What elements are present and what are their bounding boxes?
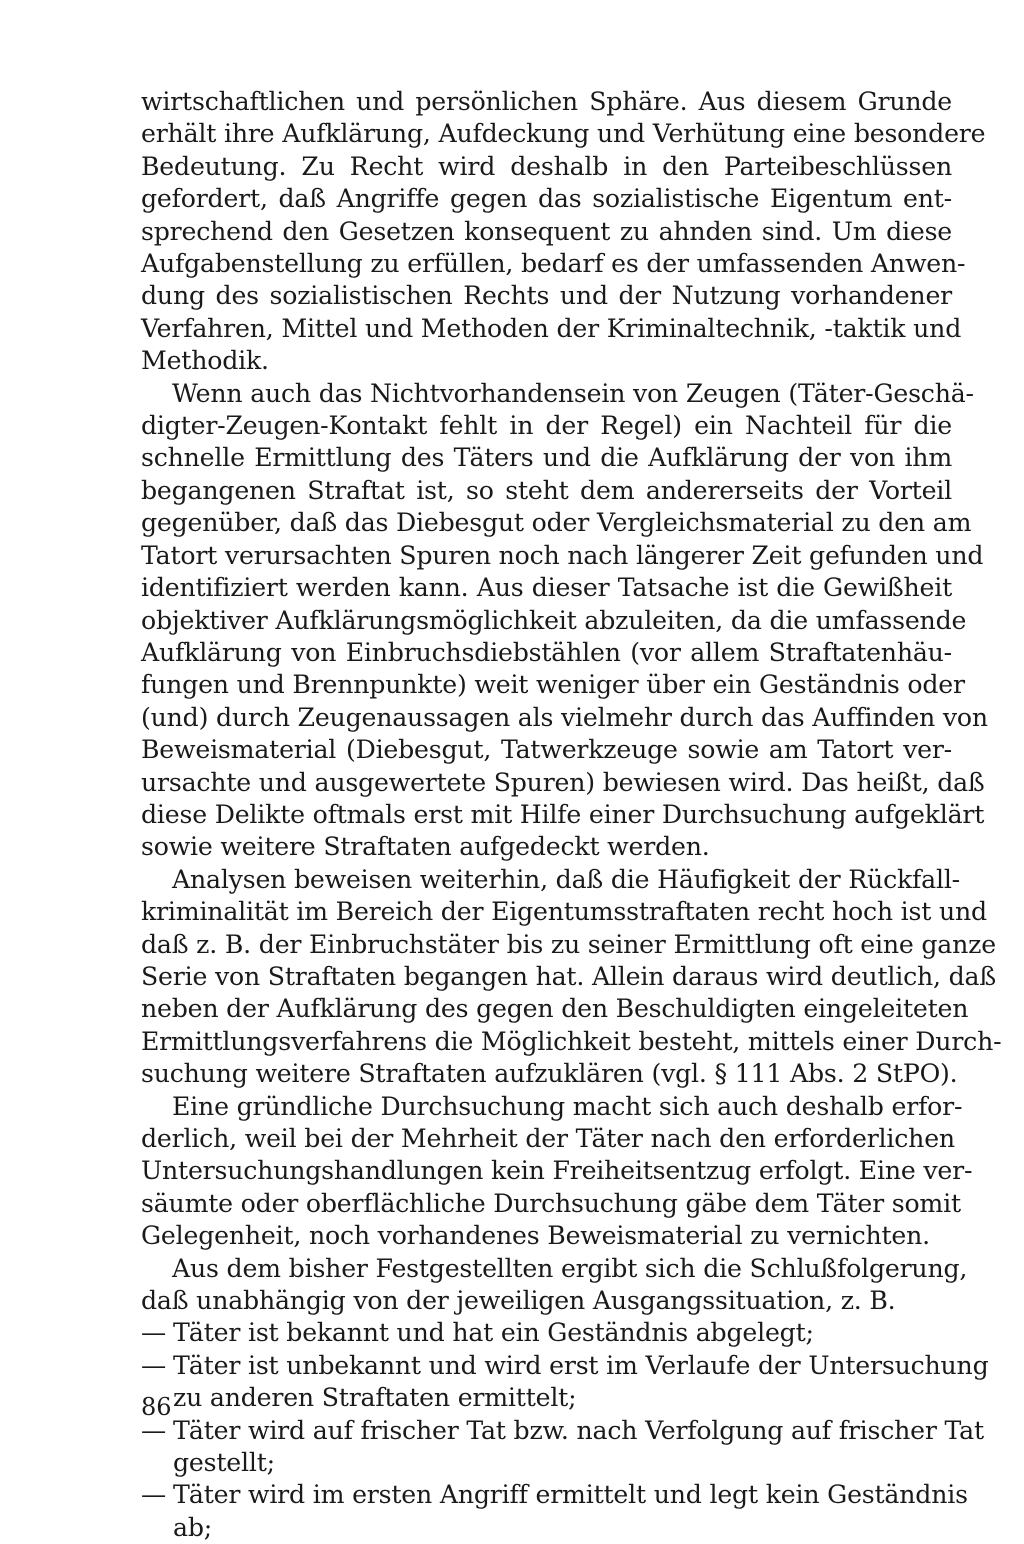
- text-line: Aufgabenstellung zu erfüllen, bedarf es der umfassenden Anwen-: [141, 249, 966, 279]
- text-line: dung des sozialistischen Rechts und der Nutzung vorhandener: [141, 281, 952, 311]
- dash-marker: —: [141, 1350, 166, 1380]
- text-line: (und) durch Zeugenaussagen als vielmehr durch das Auffinden von: [141, 702, 988, 732]
- text-line: Serie von Straftaten begangen hat. Allein daraus wird deutlich, daß: [141, 961, 996, 991]
- text-line: gefordert, daß Angriffe gegen das sozialistische Eigentum ent-: [141, 184, 952, 214]
- text-line: schnelle Ermittlung des Täters und die Aufklärung der von ihm: [141, 443, 952, 473]
- text-line: Analysen beweisen weiterhin, daß die Häufigkeit der Rückfall-: [172, 864, 960, 894]
- text-line: sprechend den Gesetzen konsequent zu ahnden sind. Um diese: [141, 216, 952, 246]
- text-line: Gelegenheit, noch vorhandenes Beweismaterial zu vernichten.: [141, 1221, 930, 1251]
- text-line: begangenen Straftat ist, so steht dem andererseits der Vorteil: [141, 475, 952, 505]
- list-item-text: ab;: [173, 1512, 213, 1542]
- text-line: daß z. B. der Einbruchstäter bis zu seiner Ermittlung oft eine ganze: [141, 929, 996, 959]
- list-item-text: gestellt;: [173, 1448, 275, 1478]
- page-number: 86: [141, 1393, 172, 1421]
- paragraph-3: [141, 864, 1002, 1091]
- text-line: Ermittlungsverfahrens die Möglichkeit besteht, mittels einer Durch-: [141, 1026, 1002, 1056]
- text-line: neben der Aufklärung des gegen den Beschuldigten eingeleiteten: [141, 994, 969, 1024]
- dash-marker: —: [141, 1480, 166, 1510]
- dash-list: [141, 1317, 989, 1544]
- text-line: Beweismaterial (Diebesgut, Tatwerkzeuge sowie am Tatort ver-: [141, 735, 952, 765]
- text-line: Aufklärung von Einbruchsdiebstählen (vor allem Straftatenhäu-: [141, 637, 952, 667]
- text-line: objektiver Aufklärungsmöglichkeit abzuleiten, da die umfassende: [141, 605, 967, 635]
- text-line: daß unabhängig von der jeweiligen Ausgangssituation, z. B.: [141, 1286, 896, 1316]
- paragraph-1: [141, 86, 986, 378]
- list-item: [141, 1350, 989, 1415]
- text-line: Bedeutung. Zu Recht wird deshalb in den Parteibeschlüssen: [141, 151, 952, 181]
- text-line: digter-Zeugen-Kontakt fehlt in der Regel) ein Nachteil für die: [141, 411, 952, 441]
- text-line: Untersuchungshandlungen kein Freiheitsentzug erfolgt. Eine ver-: [141, 1156, 973, 1186]
- list-item-text: Täter wird auf frischer Tat bzw. nach Verfolgung auf frischer Tat: [173, 1415, 984, 1445]
- list-item: [141, 1479, 968, 1544]
- body-text: [141, 86, 1002, 1544]
- paragraph-4: [141, 1091, 973, 1253]
- list-item-text: Täter ist unbekannt und wird erst im Verlaufe der Untersuchung: [173, 1350, 989, 1380]
- list-item: [141, 1317, 952, 1349]
- text-line: gegenüber, daß das Diebesgut oder Vergleichsmaterial zu den am: [141, 508, 972, 538]
- text-line: ursachte und ausgewertete Spuren) bewiesen wird. Das heißt, daß: [141, 767, 985, 797]
- text-line: diese Delikte oftmals erst mit Hilfe einer Durchsuchung aufgeklärt: [141, 799, 985, 829]
- text-line: Verfahren, Mittel und Methoden der Kriminaltechnik, -taktik und: [141, 313, 962, 343]
- list-item-text: Täter ist bekannt und hat ein Geständnis abgelegt;: [173, 1318, 814, 1348]
- text-line: sowie weitere Straftaten aufgedeckt werden.: [141, 832, 710, 862]
- text-line: derlich, weil bei der Mehrheit der Täter nach den erforderlichen: [141, 1124, 955, 1153]
- list-item-text: Täter wird im ersten Angriff ermittelt und legt kein Geständnis: [173, 1480, 968, 1510]
- list-item-text: zu anderen Straftaten ermittelt;: [173, 1383, 577, 1413]
- text-line: Eine gründliche Durchsuchung macht sich auch deshalb erfor-: [172, 1091, 963, 1121]
- text-line: Aus dem bisher Festgestellten ergibt sich die Schlußfolgerung,: [172, 1253, 968, 1283]
- text-line: Methodik.: [141, 346, 269, 376]
- dash-marker: —: [141, 1318, 166, 1348]
- text-line: identifiziert werden kann. Aus dieser Tatsache ist die Gewißheit: [141, 573, 952, 603]
- text-line: erhält ihre Aufklärung, Aufdeckung und Verhütung eine besondere: [141, 119, 986, 149]
- dash-marker: —: [141, 1415, 166, 1445]
- text-line: Tatort verursachten Spuren noch nach längerer Zeit gefunden und: [141, 540, 984, 570]
- paragraph-5: [141, 1253, 968, 1318]
- text-line: fungen und Brennpunkte) weit weniger über ein Geständnis oder: [141, 670, 965, 700]
- list-item: [141, 1415, 984, 1480]
- text-line: kriminalität im Bereich der Eigentumsstraftaten recht hoch ist und: [141, 897, 987, 927]
- text-line: suchung weitere Straftaten aufzuklären (vgl. § 111 Abs. 2 StPO).: [141, 1059, 958, 1089]
- text-line: säumte oder oberflächliche Durchsuchung gäbe dem Täter somit: [141, 1188, 961, 1218]
- text-line: Wenn auch das Nichtvorhandensein von Zeugen (Täter-Geschä-: [172, 378, 974, 408]
- text-line: wirtschaftlichen und persönlichen Sphäre. Aus diesem Grunde: [141, 87, 952, 116]
- paragraph-2: [141, 378, 988, 864]
